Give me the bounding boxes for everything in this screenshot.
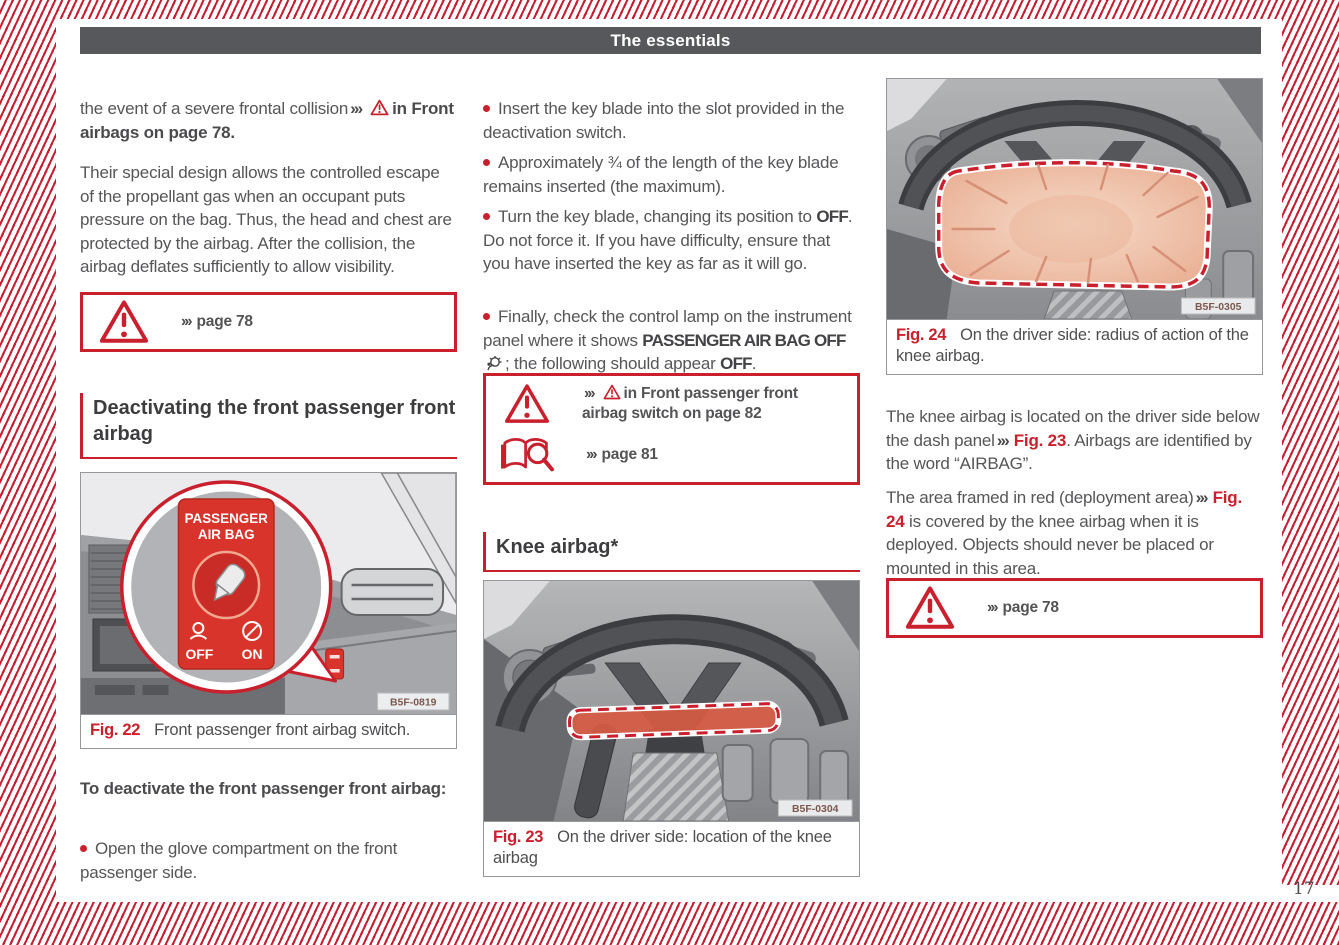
paragraph-deactivate-lead: To deactivate the front passenger front airbag:	[80, 779, 447, 798]
figure-reference: Fig. 23	[1013, 430, 1067, 450]
figure-24-caption: Fig. 24 On the driver side: radius of action of the knee airbag.	[887, 319, 1262, 374]
bullet-dot	[483, 213, 490, 220]
bullet-dot	[483, 105, 490, 112]
paragraph-knee-airbag-location: The knee airbag is located on the driver side below the dash panel ››› Fig. 23. Airbags are identified by the word “AIRBAG”.	[886, 407, 1260, 473]
inline-warning-triangle-icon	[370, 99, 389, 116]
inline-warning-triangle-icon	[603, 384, 621, 400]
section-heading-knee-airbag: Knee airbag*	[483, 532, 860, 572]
page-number: 17	[1293, 879, 1315, 899]
figure-code-badge: B5F-0305	[1195, 301, 1242, 314]
bullet-item: Insert the key blade into the slot provided in the deactivation switch.	[483, 99, 845, 142]
switch-off-label: OFF	[185, 645, 214, 663]
figure-23-image	[484, 581, 859, 821]
switch-label-line1: PASSENGER	[184, 510, 268, 527]
paragraph-deployment-area: The area framed in red (deployment area) ››› Fig. 24 is covered by the knee airbag when it is deployed. Objects should never be placed or mounted in this area.	[886, 488, 1243, 578]
switch-on-label: ON	[241, 645, 263, 663]
reference-marker: ›››	[996, 430, 1008, 450]
warning-triangle-icon	[904, 585, 956, 631]
figure-code-badge: B5F-0819	[390, 697, 437, 709]
off-position-label: OFF	[816, 207, 848, 226]
section-heading-deactivating: Deactivating the front passenger front airbag	[80, 393, 457, 459]
reference-marker: ›››	[181, 313, 191, 330]
warning-box: ››› page 78	[886, 578, 1263, 638]
bullet-dot	[80, 845, 87, 852]
figure-23-caption: Fig. 23 On the driver side: location of the knee airbag	[484, 821, 859, 876]
figure-reference: Fig. 24	[886, 488, 1243, 531]
figure-22-caption: Fig. 22 Front passenger front airbag switch.	[81, 714, 456, 748]
bullet-item: Finally, check the control lamp on the instrument panel where it shows PASSENGER AIR BAG OFF; the following should appear OFF.	[483, 307, 852, 373]
passenger-airbag-off-lamp-icon	[486, 356, 502, 371]
left-column	[80, 75, 457, 905]
bullet-item: Approximately ¾ of the length of the key blade remains inserted (the maximum).	[483, 153, 839, 196]
bullet-dot	[483, 159, 490, 166]
book-with-magnifier-icon	[500, 435, 556, 475]
bullet-dot	[483, 313, 490, 320]
bullet-item: Turn the key blade, changing its position to OFF. Do not force it. If you have difficulty, ensure that you have inserted the key as far as it will go.	[483, 207, 853, 273]
warning-triangle-icon	[503, 383, 551, 425]
reference-marker: ›››	[1195, 488, 1207, 507]
figure-24	[886, 78, 1263, 375]
reference-marker: ›››	[350, 99, 362, 118]
reference-marker: ›››	[584, 385, 594, 402]
lamp-text-label: PASSENGER AIR BAG OFF	[642, 330, 846, 350]
right-column	[886, 75, 1263, 905]
figure-23	[483, 580, 860, 877]
page-title: The essentials	[610, 30, 731, 50]
switch-label-line2: AIR BAG	[197, 526, 255, 543]
figure-24-image	[887, 79, 1262, 319]
warning-triangle-icon	[98, 299, 150, 345]
header-bar	[80, 27, 1261, 54]
bullet-item: Open the glove compartment on the front passenger side.	[80, 839, 398, 882]
reference-marker: ›››	[987, 599, 997, 616]
figure-code-badge: B5F-0304	[792, 803, 839, 816]
reference-marker: ›››	[586, 446, 596, 463]
figure-22-image	[81, 473, 456, 714]
off-lamp-label: OFF	[720, 354, 752, 373]
warning-box: ››› page 78	[80, 292, 457, 352]
warning-box: ››› in Front passenger front airbag switch on page 82 ››› page 81	[483, 373, 860, 485]
paragraph-intro: the event of a severe frontal collision ››› in Front airbags on page 78.	[80, 99, 454, 142]
paragraph-design: Their special design allows the controlled escape of the propellant gas when an occupant puts pressure on the bag. Thus, the head and chest are protected by the airbag. After the collision, the airbag deflates sufficiently to allow visibility.	[80, 163, 452, 276]
figure-22	[80, 472, 457, 749]
middle-column	[483, 75, 860, 905]
